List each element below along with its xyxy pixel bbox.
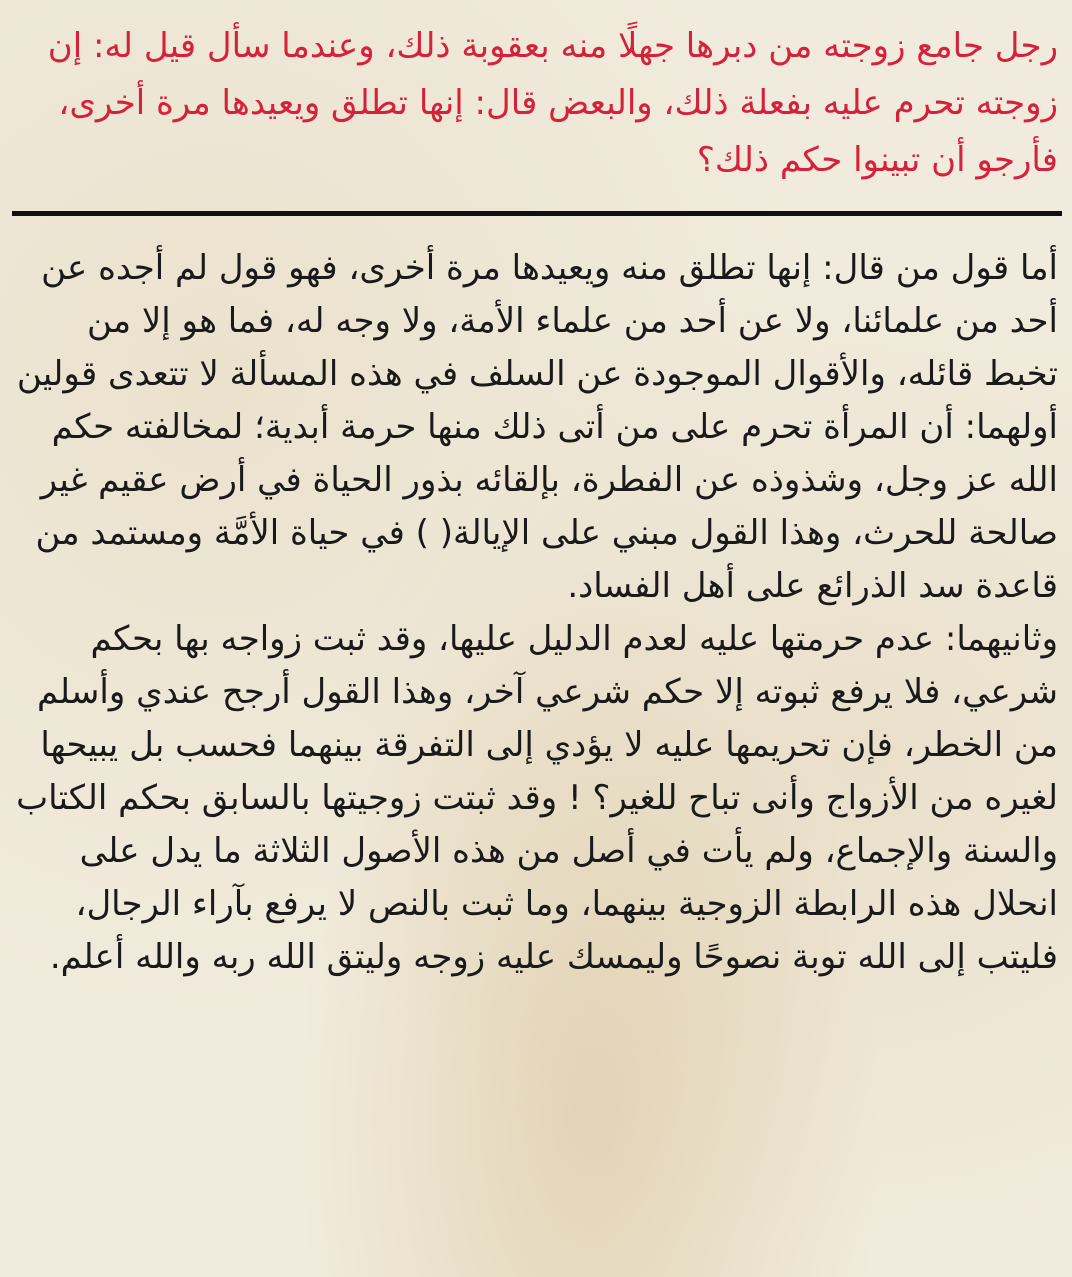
answer-body (14, 242, 1058, 984)
question-text: رجل جامع زوجته من دبرها جهلًا منه بعقوبة ذلك، وعندما سأل قيل له: إن زوجته تحرم عليه بفعلة ذلك، والبعض قال: إنها تطلق ويعيدها مرة أخرى، فأرجو أن تبينوا حكم ذلك؟ (47, 26, 1058, 180)
section-divider (12, 211, 1062, 216)
answer-paragraph-1: أما قول من قال: إنها تطلق منه ويعيدها مرة أخرى، فهو قول لم أجده عن أحد من علمائنا، ولا عن أحد من علماء الأمة، ولا وجه له، فما هو إلا من تخبط قائله، والأقوال الموجودة عن السلف في هذه المسألة لا تتعدى قولين أولهما: أن المرأة تحرم على من أتى ذلك منها حرمة أبدية؛ لمخالفته حكم الله عز وجل، وشذوذه عن الفطرة، بإلقائه بذور الحياة في أرض عقيم غير صالحة للحرث، وهذا القول مبني على الإيالة( ) في حياة الأمَّة ومستمد من قاعدة سد الذرائع على أهل الفساد. (16, 248, 1058, 606)
answer-paragraph-2: وثانيهما: عدم حرمتها عليه لعدم الدليل عليها، وقد ثبت زواجه بها بحكم شرعي، فلا يرفع ثبوته إلا حكم شرعي آخر، وهذا القول أرجح عندي وأسلم من الخطر، فإن تحريمها عليه لا يؤدي إلى التفرقة بينهما فحسب بل يبيحها لغيره من الأزواج وأنى تباح للغير؟ ! وقد ثبتت زوجيتها بالسابق بحكم الكتاب والسنة والإجماع، ولم يأت في أصل من هذه الأصول الثلاثة ما يدل على انحلال هذه الرابطة الزوجية بينهما، وما ثبت بالنص لا يرفع بآراء الرجال، فليتب إلى الله توبة نصوحًا وليمسك عليه زوجه وليتق الله ربه والله أعلم. (16, 619, 1058, 977)
